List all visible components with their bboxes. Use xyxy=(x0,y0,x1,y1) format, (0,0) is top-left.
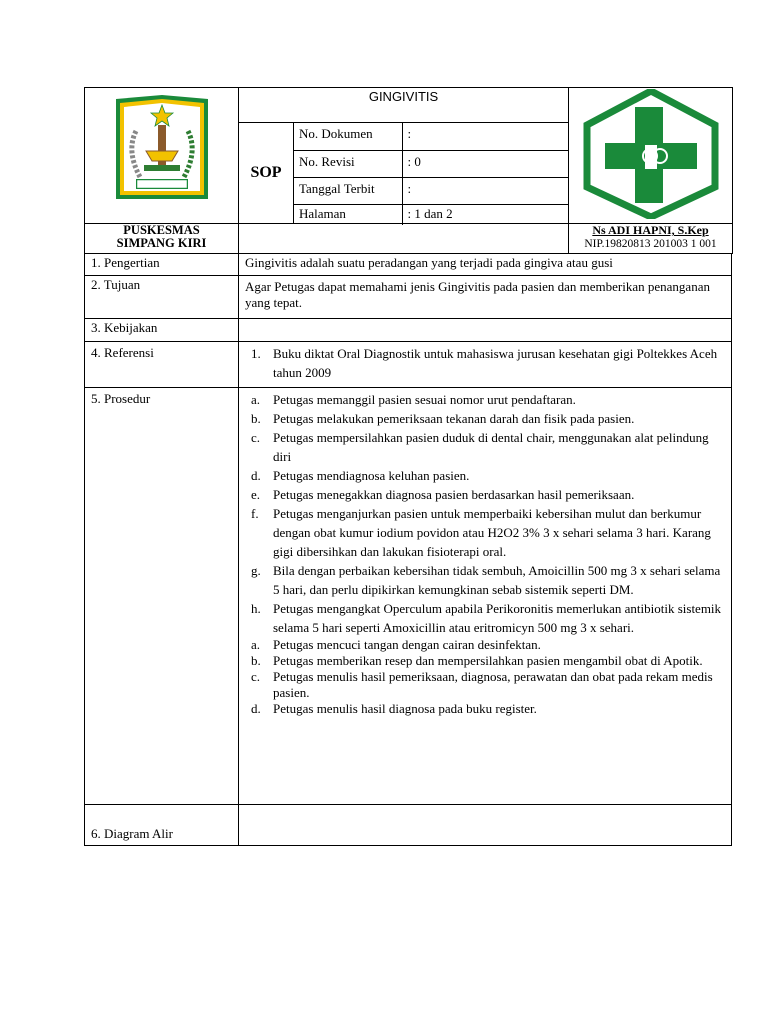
row-label-referensi: 4. Referensi xyxy=(85,342,239,388)
step-text: Petugas menulis hasil pemeriksaan, diagnosa, perawatan dan obat pada rekam medis pasien. xyxy=(273,669,713,700)
step-marker: b. xyxy=(251,653,261,668)
left-logo-cell xyxy=(85,88,239,224)
step-text: Petugas menganjurkan pasien untuk memperbaiki kebersihan mulut dan berkumur dengan obat kumur iodium povidon atau H2O2 3% 3 x sehari selama 3 hari. Karang gigi dibersihkan dan lakukan fisioterapi oral. xyxy=(273,506,711,559)
signatory-name: Ns ADI HAPNI, S.Kep xyxy=(592,223,709,237)
step-text: Petugas menulis hasil diagnosa pada buku register. xyxy=(273,701,537,716)
header-blank-cell xyxy=(239,224,569,254)
row-label-tujuan: 2. Tujuan xyxy=(85,276,239,319)
procedure-step xyxy=(245,428,725,466)
list-marker: 1. xyxy=(251,346,261,361)
step-text: Petugas mengangkat Operculum apabila Perikoronitis memerlukan antibiotik sistemik selama 5 hari seperti Amoxicillin atau eritromicyn 500 mg 3 x sehari. xyxy=(273,601,722,635)
meta-value-page: : 1 dan 2 xyxy=(407,205,453,221)
row-label-diagram-alir: 6. Diagram Alir xyxy=(85,805,239,846)
signatory xyxy=(569,224,733,254)
step-marker: c. xyxy=(251,430,261,445)
step-marker: e. xyxy=(251,487,261,502)
referensi-list xyxy=(245,344,725,382)
puskesmas-line1: PUSKESMAS xyxy=(123,223,200,237)
procedure-step xyxy=(245,561,725,599)
procedure-step xyxy=(245,409,725,428)
meta-key-publish-date: Tanggal Terbit xyxy=(294,177,402,204)
procedure-step xyxy=(245,504,725,561)
sop-content-table xyxy=(84,253,732,846)
step-marker: d. xyxy=(251,701,261,716)
step-text: Petugas memanggil pasien sesuai nomor urut pendaftaran. xyxy=(273,392,576,407)
procedure-step xyxy=(245,701,725,717)
list-text: Buku diktat Oral Diagnostik untuk mahasiswa jurusan kesehatan gigi Poltekkes Aceh tahun 2009 xyxy=(273,346,718,380)
row-label-pengertian: 1. Pengertian xyxy=(85,254,239,276)
row-content-diagram-alir xyxy=(239,805,732,846)
step-text: Bila dengan perbaikan kebersihan tidak sembuh, Amoicillin 500 mg 3 x sehari selama 5 hari, dan perlu dipikirkan kemungkinan sebab sistemik seperti DM. xyxy=(273,563,721,597)
document-meta-table xyxy=(294,123,568,225)
procedure-step xyxy=(245,653,725,669)
step-marker: g. xyxy=(251,563,261,578)
row-label-kebijakan: 3. Kebijakan xyxy=(85,319,239,342)
aceh-singkil-emblem-icon xyxy=(106,91,218,217)
step-marker: f. xyxy=(251,506,259,521)
step-text: Petugas melakukan pemeriksaan tekanan darah dan fisik pada pasien. xyxy=(273,411,635,426)
signatory-nip: NIP.19820813 201003 1 001 xyxy=(584,238,717,250)
meta-key-revision: No. Revisi xyxy=(294,150,402,177)
step-text: Petugas menegakkan diagnosa pasien berdasarkan hasil pemeriksaan. xyxy=(273,487,635,502)
step-text: Petugas memberikan resep dan mempersilahkan pasien mengambil obat di Apotik. xyxy=(273,653,703,668)
puskesmas-line2: SIMPANG KIRI xyxy=(116,236,207,250)
step-marker: c. xyxy=(251,669,261,684)
procedure-step xyxy=(245,669,725,701)
row-content-kebijakan xyxy=(239,319,732,342)
procedure-step xyxy=(245,390,725,409)
document-title: GINGIVITIS xyxy=(239,88,568,123)
meta-key-doc-number: No. Dokumen xyxy=(294,123,402,150)
list-item xyxy=(245,344,725,382)
header-middle-cell xyxy=(239,88,569,224)
row-content-prosedur xyxy=(239,388,732,805)
row-content-referensi xyxy=(239,342,732,388)
step-text: Petugas mendiagnosa keluhan pasien. xyxy=(273,468,470,483)
step-marker: h. xyxy=(251,601,261,616)
procedure-step xyxy=(245,637,725,653)
step-marker: a. xyxy=(251,392,261,407)
row-content-tujuan: Agar Petugas dapat memahami jenis Gingivitis pada pasien dan memberikan penanganan yang tepat. xyxy=(239,276,732,319)
row-content-pengertian: Gingivitis adalah suatu peradangan yang terjadi pada gingiva atau gusi xyxy=(239,254,732,276)
procedure-step xyxy=(245,485,725,504)
sop-document xyxy=(84,87,732,846)
prosedur-list-part2 xyxy=(245,637,725,717)
procedure-step xyxy=(245,466,725,485)
meta-key-page: Halaman xyxy=(294,204,402,225)
step-marker: b. xyxy=(251,411,261,426)
step-text: Petugas mencuci tangan dengan cairan desinfektan. xyxy=(273,637,541,652)
sop-label: SOP xyxy=(239,123,294,223)
meta-value-doc-number: : xyxy=(402,123,568,150)
step-marker: d. xyxy=(251,468,261,483)
procedure-step xyxy=(245,599,725,637)
right-logo-cell xyxy=(569,88,733,224)
row-label-prosedur: 5. Prosedur xyxy=(85,388,239,805)
puskesmas-name xyxy=(85,224,239,254)
prosedur-list-part1 xyxy=(245,390,725,637)
step-marker: a. xyxy=(251,637,261,652)
step-text: Petugas mempersilahkan pasien duduk di dental chair, menggunakan alat pelindung diri xyxy=(273,430,709,464)
puskesmas-cross-logo-icon xyxy=(581,89,721,219)
meta-value-publish-date: : xyxy=(402,177,568,204)
meta-value-revision: : 0 xyxy=(402,150,568,177)
sop-table xyxy=(84,87,733,254)
